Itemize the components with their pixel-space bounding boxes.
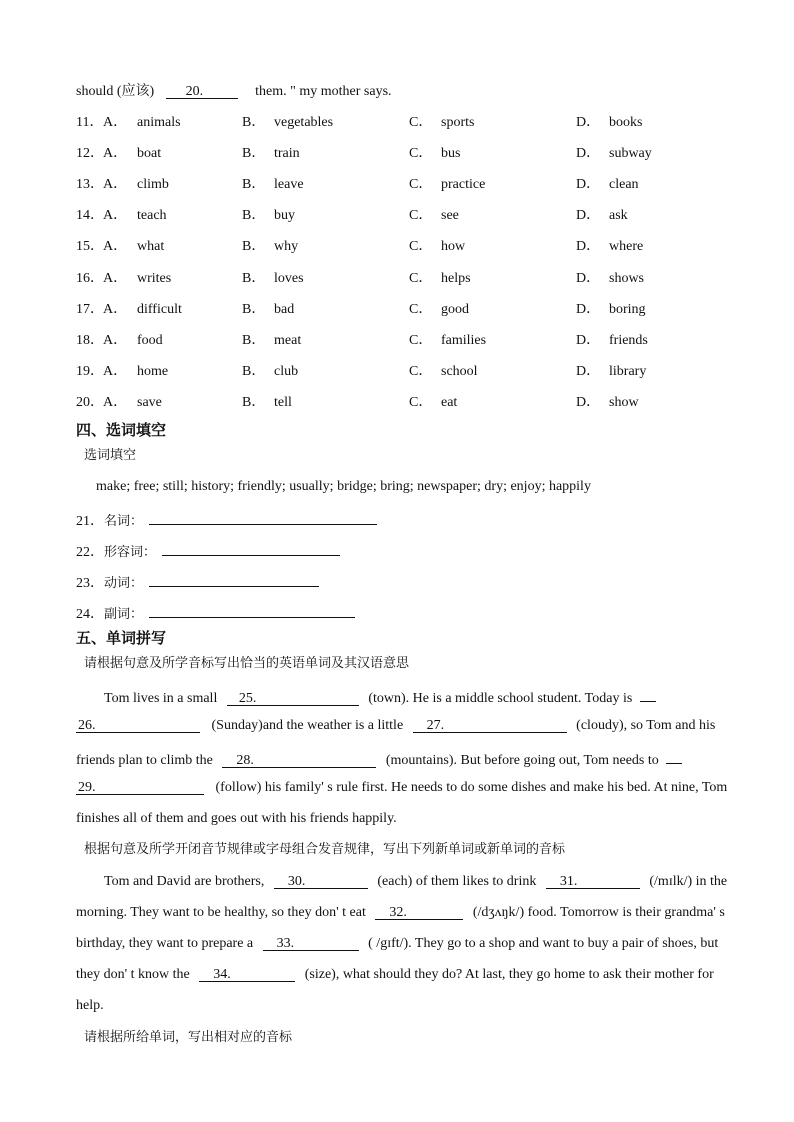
blank-33[interactable]: 33.	[263, 934, 359, 951]
item-label: 副词：	[104, 607, 144, 622]
option-letter-b[interactable]: B．	[242, 239, 266, 255]
option-letter-b[interactable]: B．	[242, 177, 266, 193]
option-text-d[interactable]: shows	[609, 270, 645, 286]
item-label: 形容词：	[104, 545, 157, 560]
blank-29-lead[interactable]	[666, 747, 682, 764]
option-letter-d[interactable]: D．	[576, 115, 601, 130]
passage2-line5: help.	[76, 998, 104, 1013]
item-number: 24．	[76, 607, 104, 622]
option-text-c[interactable]: sports	[441, 115, 475, 130]
question-number: 16．	[76, 270, 104, 286]
blank-26[interactable]: 26.	[76, 716, 200, 733]
option-text-a[interactable]: save	[137, 394, 162, 410]
text: (size), what should they do? At last, they go home to ask their mother for	[304, 967, 714, 982]
text: birthday, they want to prepare a	[76, 936, 254, 951]
item-number: 21．	[76, 514, 104, 529]
option-text-a[interactable]: home	[137, 363, 169, 379]
question-number: 12．	[76, 146, 104, 162]
item-number: 22．	[76, 545, 104, 560]
option-letter-a[interactable]: A．	[103, 301, 128, 317]
option-letter-b[interactable]: B．	[242, 208, 266, 224]
choice-row	[76, 206, 716, 226]
text: (cloudy), so Tom and his	[576, 718, 716, 733]
passage2-line4	[76, 965, 714, 985]
passage2-line2	[76, 903, 725, 923]
option-text-c[interactable]: helps	[441, 270, 471, 286]
option-letter-d[interactable]: D．	[576, 208, 601, 224]
option-text-c[interactable]: good	[441, 301, 469, 317]
category-item-adverbs	[76, 601, 355, 625]
cloze-tail-after: them. " my mother says.	[255, 84, 392, 99]
option-letter-a[interactable]: A．	[103, 394, 128, 410]
item-number: 23．	[76, 576, 104, 591]
option-text-a[interactable]: food	[137, 332, 163, 348]
choice-row	[76, 362, 716, 382]
blank-26-lead[interactable]	[640, 685, 656, 702]
option-text-d[interactable]: library	[609, 363, 647, 379]
option-text-b[interactable]: meat	[274, 332, 302, 348]
choice-row	[76, 300, 716, 320]
blank-34[interactable]: 34.	[199, 965, 295, 982]
option-text-b[interactable]: leave	[274, 177, 304, 193]
answer-line-21[interactable]	[149, 508, 377, 525]
option-text-d[interactable]: where	[609, 239, 644, 255]
option-text-a[interactable]: climb	[137, 177, 169, 193]
section4-heading: 四、选词填空	[76, 421, 167, 439]
option-text-c[interactable]: how	[441, 239, 466, 255]
passage1-line4	[76, 778, 727, 798]
option-text-b[interactable]: why	[274, 239, 299, 255]
option-text-c[interactable]: practice	[441, 177, 486, 193]
choice-row	[76, 237, 716, 257]
question-number: 13．	[76, 177, 104, 193]
option-text-a[interactable]: boat	[137, 146, 162, 162]
choice-row	[76, 113, 716, 133]
blank-29[interactable]: 29.	[76, 778, 204, 795]
option-text-b[interactable]: vegetables	[274, 115, 334, 130]
text: (/dʒʌŋk/) food. Tomorrow is their grandma' s	[472, 905, 725, 920]
question-number: 19．	[76, 363, 104, 379]
text: (/mɪlk/) in the	[649, 874, 728, 889]
blank-25[interactable]: 25.	[227, 689, 359, 706]
option-letter-c[interactable]: C．	[409, 301, 433, 317]
blank-28[interactable]: 28.	[222, 751, 376, 768]
option-letter-d[interactable]: D．	[576, 363, 601, 379]
item-label: 名词：	[104, 514, 144, 529]
choice-row	[76, 269, 716, 289]
text: Tom lives in a small	[104, 691, 218, 706]
section5-heading: 五、单词拼写	[76, 629, 167, 647]
option-letter-a[interactable]: A．	[103, 239, 128, 255]
passage2-line1	[104, 872, 727, 892]
question-number: 18．	[76, 332, 104, 348]
option-letter-b[interactable]: B．	[242, 394, 266, 410]
option-text-c[interactable]: families	[441, 332, 487, 348]
option-letter-b[interactable]: B．	[242, 332, 266, 348]
blank-32[interactable]: 32.	[375, 903, 463, 920]
option-letter-c[interactable]: C．	[409, 146, 433, 162]
option-letter-b[interactable]: B．	[242, 270, 266, 286]
question-number: 20．	[76, 394, 104, 410]
option-letter-a[interactable]: A．	[103, 363, 128, 379]
option-text-a[interactable]: teach	[137, 208, 167, 224]
option-letter-d[interactable]: D．	[576, 301, 601, 317]
option-letter-c[interactable]: C．	[409, 270, 433, 286]
option-text-d[interactable]: friends	[609, 332, 648, 348]
category-item-verbs	[76, 570, 319, 594]
answer-line-22[interactable]	[162, 539, 340, 556]
text: friends plan to climb the	[76, 753, 213, 768]
text: ( /gɪft/). They go to a shop and want to buy a pair of shoes, but	[368, 936, 719, 951]
cloze-tail-line	[76, 82, 392, 102]
option-letter-b[interactable]: B．	[242, 115, 266, 130]
choice-row	[76, 331, 716, 351]
option-letter-a[interactable]: A．	[103, 332, 128, 348]
option-text-b[interactable]: loves	[274, 270, 304, 286]
passage1-line3	[76, 747, 682, 771]
text: Tom and David are brothers,	[104, 874, 265, 889]
instruction-3: 请根据所给单词，写出相对应的音标	[84, 1030, 293, 1045]
instruction-1: 请根据句意及所学音标写出恰当的英语单词及其汉语意思	[84, 656, 410, 671]
option-letter-d[interactable]: D．	[576, 239, 601, 255]
question-number: 11．	[76, 115, 104, 130]
option-letter-c[interactable]: C．	[409, 177, 433, 193]
option-text-d[interactable]: clean	[609, 177, 639, 193]
option-text-c[interactable]: eat	[441, 394, 458, 410]
option-letter-c[interactable]: C．	[409, 208, 433, 224]
answer-line-24[interactable]	[149, 601, 355, 618]
option-letter-d[interactable]: D．	[576, 177, 601, 193]
option-letter-c[interactable]: C．	[409, 363, 433, 379]
option-text-b[interactable]: train	[274, 146, 300, 162]
option-text-d[interactable]: boring	[609, 301, 646, 317]
option-text-b[interactable]: buy	[274, 208, 295, 224]
option-text-b[interactable]: bad	[274, 301, 295, 317]
answer-line-23[interactable]	[149, 570, 319, 587]
option-letter-b[interactable]: B．	[242, 301, 266, 317]
blank-20[interactable]: 20.	[166, 82, 238, 99]
text: they don' t know the	[76, 967, 190, 982]
option-text-a[interactable]: animals	[137, 115, 181, 130]
question-number: 14．	[76, 208, 104, 224]
option-letter-d[interactable]: D．	[576, 270, 601, 286]
instruction-2: 根据句意及所学开闭音节规律或字母组合发音规律，写出下列新单词或新单词的音标	[84, 842, 566, 857]
option-letter-a[interactable]: A．	[103, 270, 128, 286]
option-letter-c[interactable]: C．	[409, 239, 433, 255]
option-letter-c[interactable]: C．	[409, 332, 433, 348]
item-label: 动词：	[104, 576, 144, 591]
option-letter-a[interactable]: A．	[103, 208, 128, 224]
option-text-a[interactable]: what	[137, 239, 165, 255]
option-letter-d[interactable]: D．	[576, 394, 601, 410]
word-bank: make; free; still; history; friendly; usually; bridge; bring; newspaper; dry; enjoy; happily	[96, 479, 591, 494]
blank-27[interactable]: 27.	[413, 716, 567, 733]
category-item-nouns	[76, 508, 377, 532]
category-item-adjectives	[76, 539, 340, 563]
option-letter-a[interactable]: A．	[103, 177, 128, 193]
text: morning. They want to be healthy, so they don' t eat	[76, 905, 366, 920]
question-number: 15．	[76, 239, 104, 255]
text: (Sunday)and the weather is a little	[211, 718, 404, 733]
option-text-c[interactable]: school	[441, 363, 478, 379]
option-text-d[interactable]: ask	[609, 208, 628, 224]
option-letter-c[interactable]: C．	[409, 115, 433, 130]
option-text-a[interactable]: writes	[137, 270, 172, 286]
question-number: 17．	[76, 301, 104, 317]
blank-30[interactable]: 30.	[274, 872, 368, 889]
option-text-c[interactable]: bus	[441, 146, 461, 162]
option-text-d[interactable]: show	[609, 394, 639, 410]
option-letter-d[interactable]: D．	[576, 146, 601, 162]
section4-subheading: 选词填空	[84, 448, 137, 463]
option-letter-a[interactable]: A．	[103, 115, 128, 130]
option-text-a[interactable]: difficult	[137, 301, 182, 317]
option-letter-a[interactable]: A．	[103, 146, 128, 162]
choice-row	[76, 393, 716, 413]
passage2-line3	[76, 934, 718, 954]
choice-row	[76, 175, 716, 195]
passage1-line1	[104, 685, 656, 709]
option-text-c[interactable]: see	[441, 208, 459, 224]
option-text-d[interactable]: books	[609, 115, 643, 130]
cloze-tail-before: should (应该)	[76, 84, 155, 99]
text: (each) of them likes to drink	[377, 874, 537, 889]
blank-31[interactable]: 31.	[546, 872, 640, 889]
text: (town). He is a middle school student. Today is	[368, 691, 633, 706]
option-text-d[interactable]: subway	[609, 146, 652, 162]
choice-row	[76, 144, 716, 164]
option-text-b[interactable]: club	[274, 363, 299, 379]
option-letter-b[interactable]: B．	[242, 146, 266, 162]
passage1-line5: finishes all of them and goes out with his friends happily.	[76, 811, 397, 826]
text: (follow) his family' s rule first. He needs to do some dishes and make his bed. At nine, Tom	[215, 780, 728, 795]
option-letter-b[interactable]: B．	[242, 363, 266, 379]
passage1-line2	[76, 716, 715, 736]
text: (mountains). But before going out, Tom needs to	[385, 753, 659, 768]
option-letter-d[interactable]: D．	[576, 332, 601, 348]
option-letter-c[interactable]: C．	[409, 394, 433, 410]
option-text-b[interactable]: tell	[274, 394, 292, 410]
